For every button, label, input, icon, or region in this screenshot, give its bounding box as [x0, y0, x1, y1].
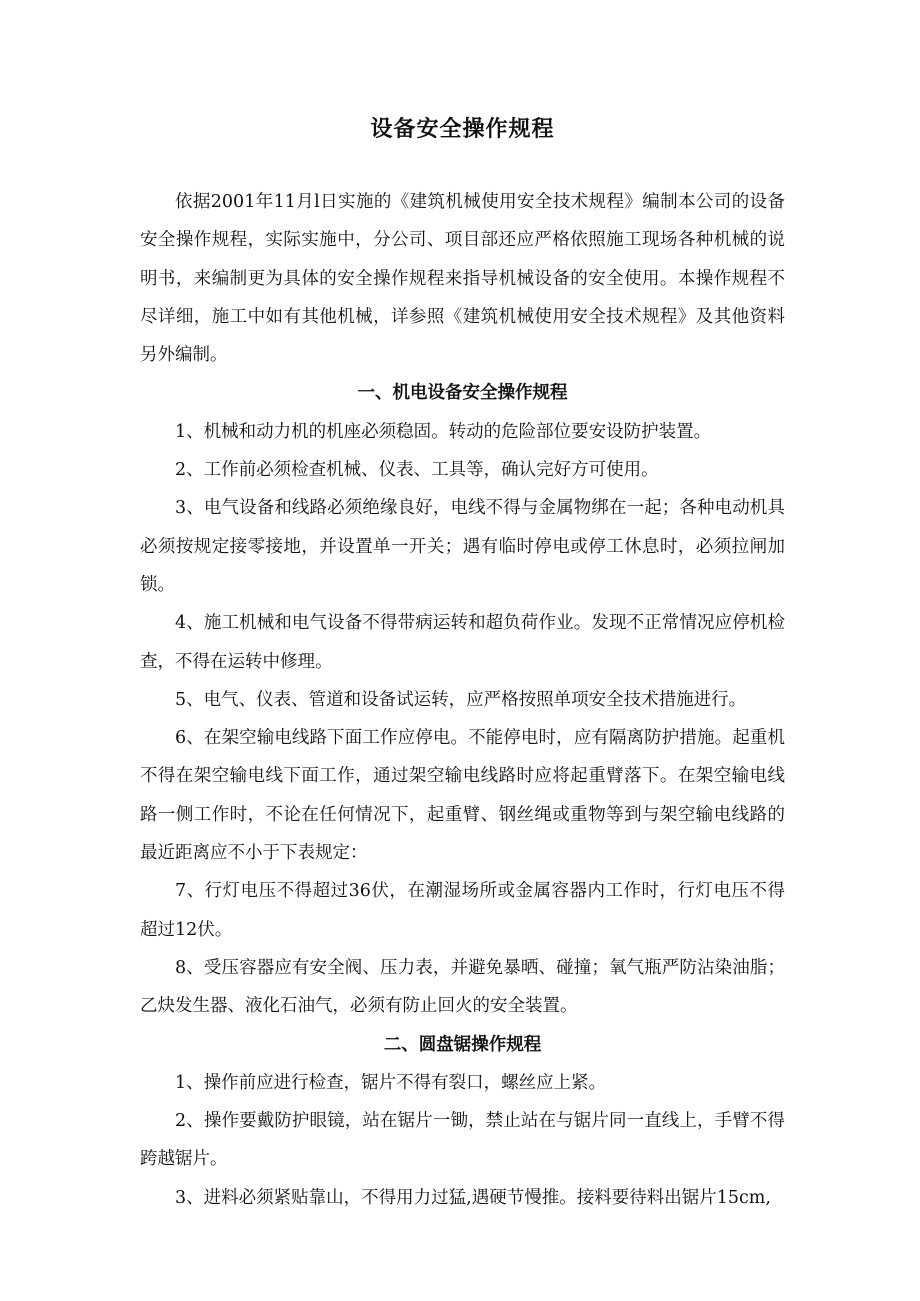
rule-item: 3、电气设备和线路必须绝缘良好，电线不得与金属物绑在一起；各种电动机具必须按规定接零接地，并设置单一开关；遇有临时停电或停工休息时，必须拉闸加锁。	[140, 498, 785, 595]
section-heading-circular-saw: 二、圆盘锯操作规程	[383, 1034, 542, 1055]
rule-item: 2、工作前必须检查机械、仪表、工具等，确认完好方可使用。	[175, 460, 659, 481]
rule-item: 2、操作要戴防护眼镜，站在锯片一锄，禁止站在与锯片同一直线上，手臂不得跨越锯片。	[140, 1111, 785, 1170]
document-title: 设备安全操作规程	[370, 117, 555, 142]
rule-item: 7、行灯电压不得超过36伏，在潮湿场所或金属容器内工作时，行灯电压不得超过12伏。	[140, 881, 785, 940]
rule-item: 5、电气、仪表、管道和设备试运转，应严格按照单项安全技术措施进行。	[175, 689, 747, 710]
rule-item: 6、在架空输电线路下面工作应停电。不能停电时，应有隔离防护措施。起重机不得在架空输电线下面工作，通过架空输电线路时应将起重臂落下。在架空输电线路一侧工作时，不论在任何情况下，起重臂、钢丝绳或重物等到与架空输电线路的最近距离应不小于下表规定：	[140, 728, 785, 864]
intro-paragraph: 依据2001年11月l日实施的《建筑机械使用安全技术规程》编制本公司的设备安全操作规程，实际实施中，分公司、项目部还应严格依照施工现场各种机械的说明书，来编制更为具体的安全操作规程来指导机械设备的安全使用。本操作规程不尽详细，施工中如有其他机械，详参照《建筑机械使用安全技术规程》及其他资料另外编制。	[140, 192, 785, 366]
rule-item: 4、施工机械和电气设备不得带病运转和超负荷作业。发现不正常情况应停机检查，不得在运转中修理。	[140, 613, 785, 672]
rule-item: 1、操作前应进行检查，锯片不得有裂口，螺丝应上紧。	[175, 1072, 607, 1093]
rule-item: 8、受压容器应有安全阀、压力表，并避免暴晒、碰撞；氧气瓶严防沾染油脂；乙炔发生器、液化石油气，必须有防止回火的安全装置。	[140, 957, 785, 1017]
rule-item: 1、机械和动力机的机座必须稳固。转动的危险部位要安设防护装置。	[175, 421, 712, 442]
rule-item: 3、进料必须紧贴靠山，不得用力过猛,遇硬节慢推。接料要待料出锯片15cm,	[175, 1187, 771, 1208]
document-body	[140, 183, 785, 1217]
section-heading-electromechanical: 一、机电设备安全操作规程	[357, 383, 568, 404]
